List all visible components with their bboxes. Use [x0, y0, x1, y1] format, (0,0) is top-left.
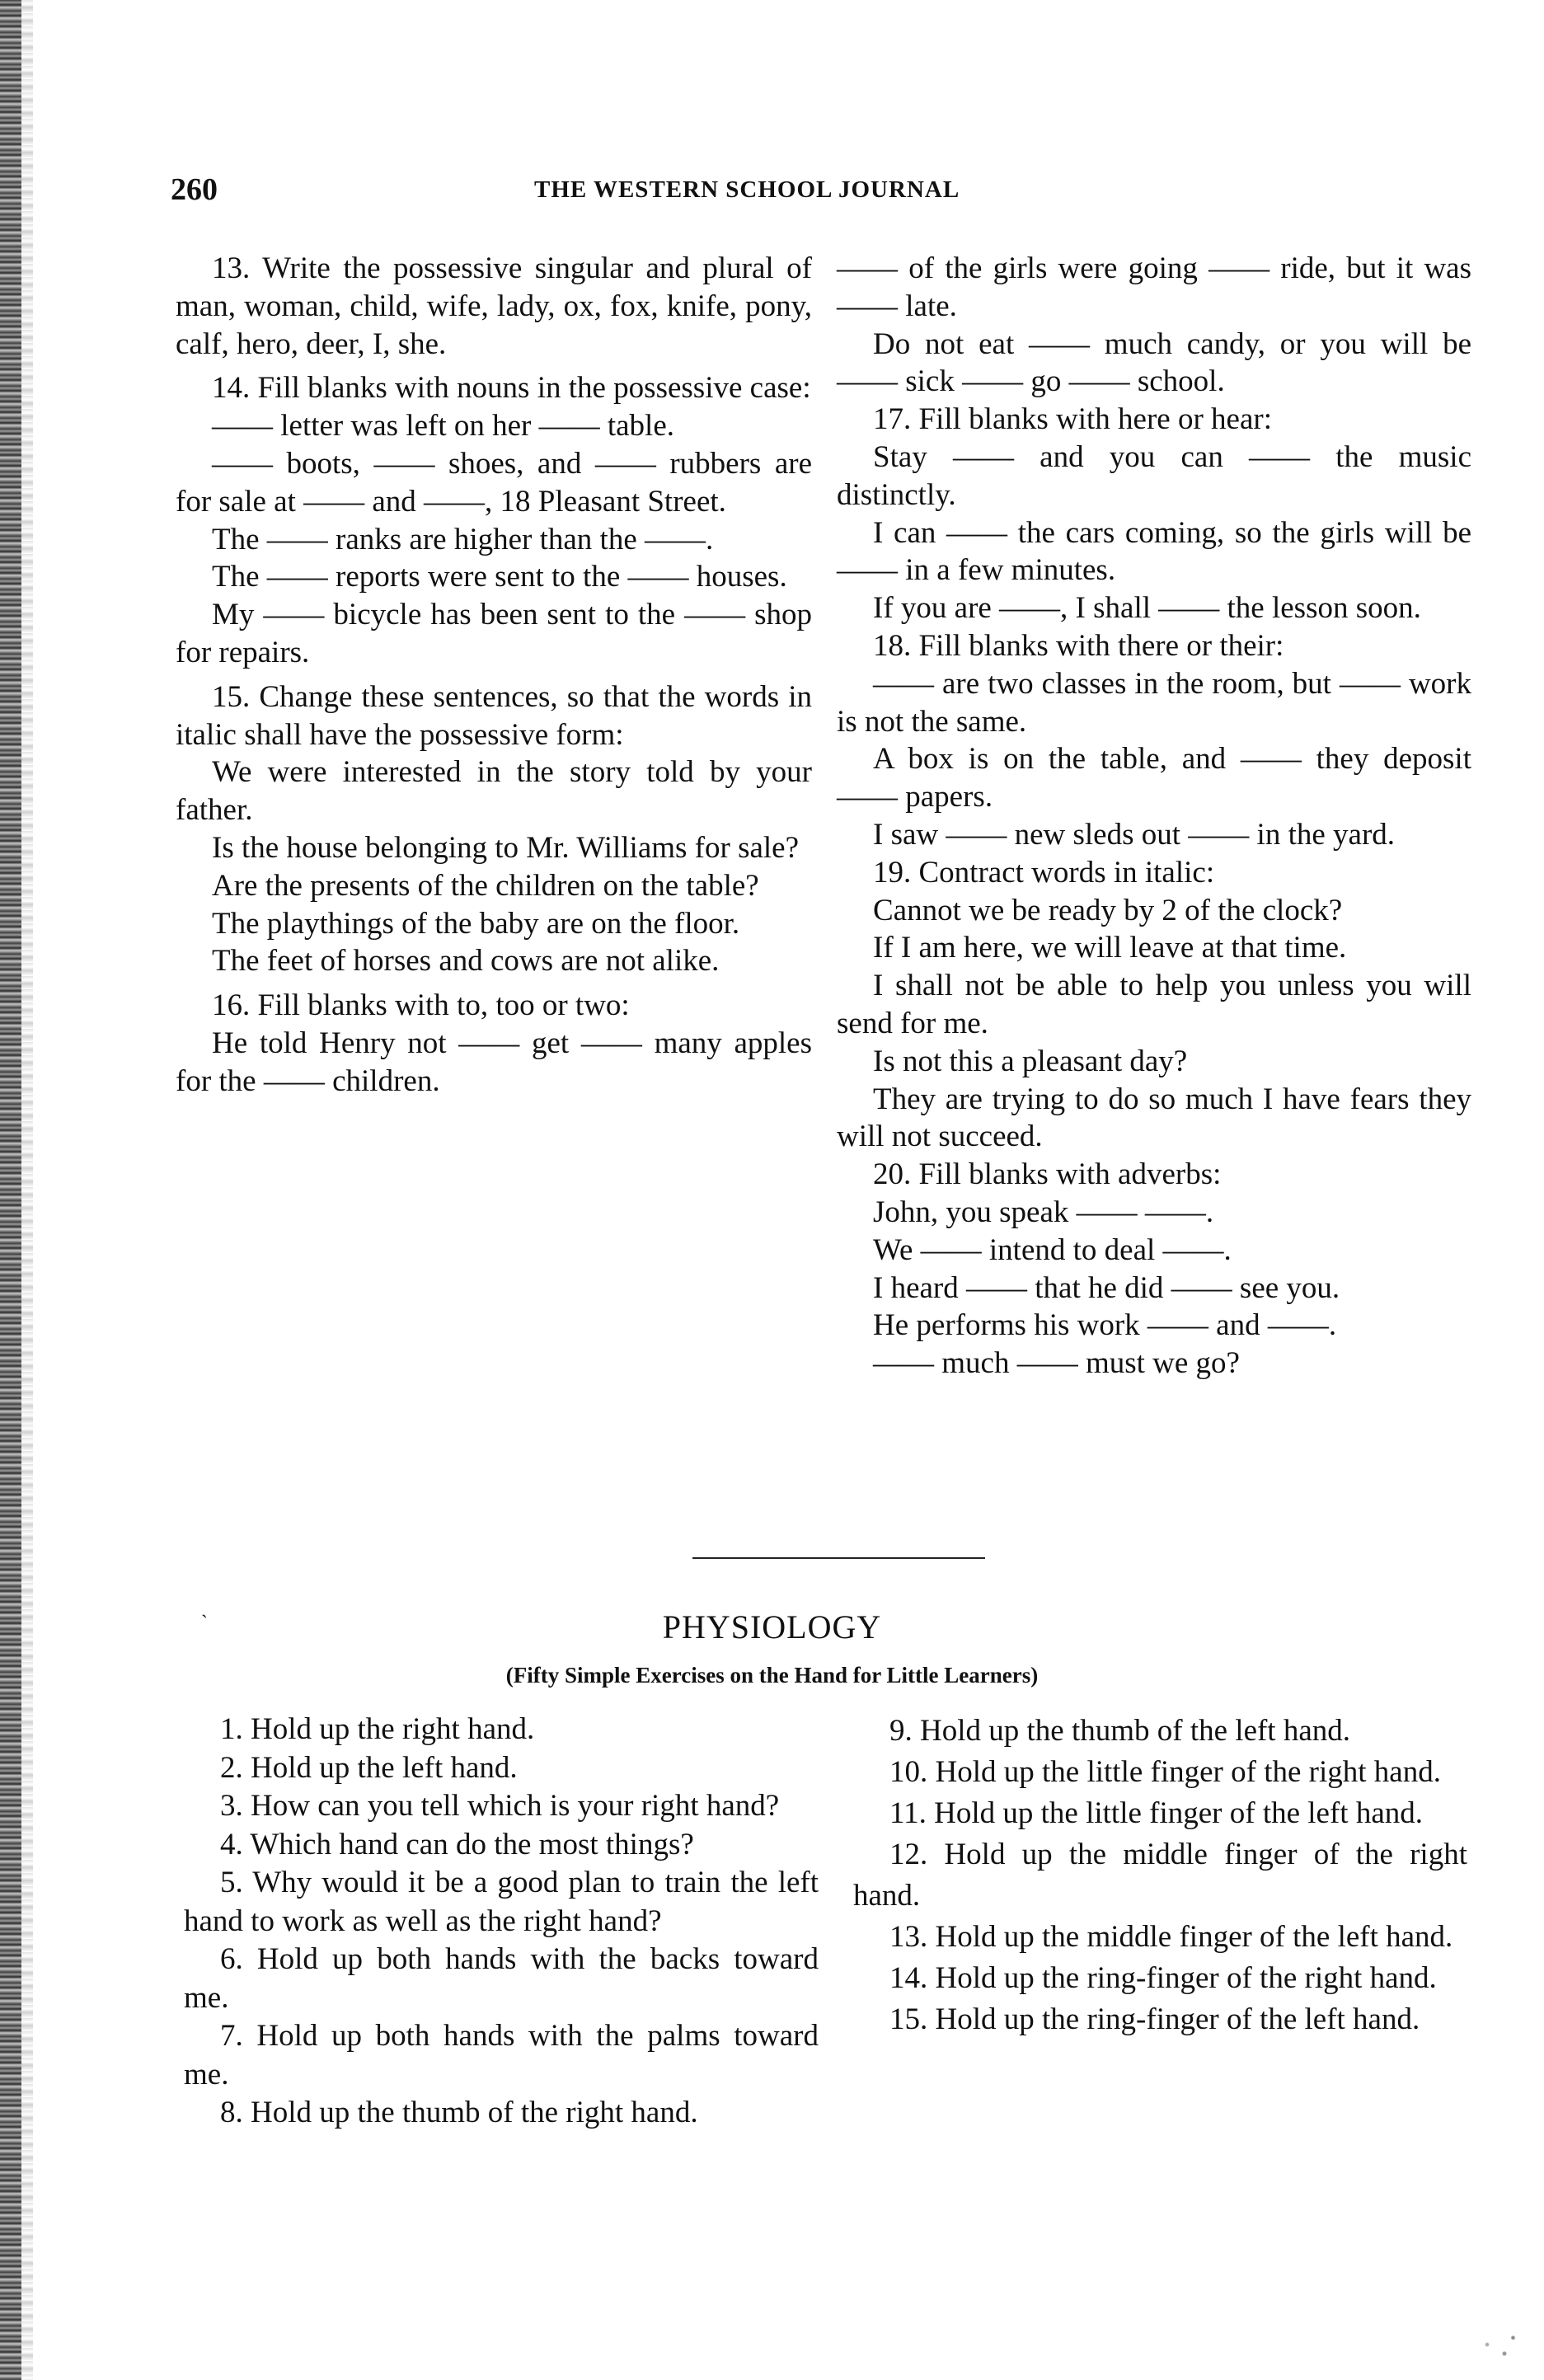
section-subtitle: (Fifty Simple Exercises on the Hand for Little Learners) [505, 1663, 1039, 1688]
binding-edge [0, 0, 21, 2380]
exercise-paragraph: He told Henry not —— get —— many apples for the —— children. [176, 1026, 812, 1098]
exercise-paragraph: 11. Hold up the little finger of the left hand. [889, 1796, 1423, 1830]
exercise-paragraph: The playthings of the baby are on the floor. [212, 906, 740, 941]
exercise-paragraph: —— boots, —— shoes, and —— rubbers are for sale at —— and ——, 18 Pleasant Street. [176, 446, 812, 519]
exercise-paragraph: Are the presents of the children on the table? [212, 868, 759, 903]
paper-speckle [1470, 2326, 1528, 2372]
exercise-paragraph: —— letter was left on her —— table. [212, 409, 674, 444]
exercise-paragraph: If I am here, we will leave at that time. [873, 931, 1347, 965]
exercise-paragraph: 14. Fill blanks with nouns in the possessive case: [212, 371, 811, 406]
exercise-paragraph: 13. Hold up the middle finger of the left hand. [889, 1920, 1453, 1954]
exercise-paragraph: 17. Fill blanks with here or hear: [873, 402, 1272, 437]
exercise-paragraph: We —— intend to deal ——. [873, 1232, 1232, 1267]
exercise-paragraph: 15. Change these sentences, so that the words in italic shall have the possessive form: [176, 679, 812, 752]
exercise-paragraph: Stay —— and you can —— the music distinctly. [837, 439, 1471, 512]
exercise-paragraph: If you are ——, I shall —— the lesson soon. [873, 591, 1421, 626]
exercises-column-right [837, 250, 1471, 1382]
exercise-paragraph: Is the house belonging to Mr. Williams for sale? [212, 830, 800, 865]
exercise-paragraph: 4. Which hand can do the most things? [220, 1827, 694, 1861]
exercise-paragraph: Cannot we be ready by 2 of the clock? [873, 893, 1343, 927]
exercise-paragraph: I saw —— new sleds out —— in the yard. [873, 817, 1396, 852]
exercise-paragraph: —— of the girls were going —— ride, but it was —— late. [837, 251, 1471, 323]
page-number: 260 [171, 172, 218, 207]
section-title: PHYSIOLOGY [662, 1608, 882, 1645]
exercise-paragraph: Do not eat —— much candy, or you will be —— sick —— go —— school. [837, 326, 1471, 399]
section-divider [692, 1557, 985, 1559]
exercise-paragraph: 1. Hold up the right hand. [220, 1712, 535, 1746]
exercise-paragraph: 7. Hold up both hands with the palms toward me. [184, 2019, 819, 2091]
exercise-paragraph: 8. Hold up the thumb of the right hand. [220, 2096, 698, 2129]
exercise-paragraph: A box is on the table, and —— they deposit —— papers. [837, 742, 1471, 814]
exercise-paragraph: 19. Contract words in italic: [873, 855, 1215, 890]
exercise-paragraph: The —— reports were sent to the —— houses. [212, 560, 787, 594]
exercise-paragraph: We were interested in the story told by your father. [176, 755, 812, 828]
exercise-paragraph: 14. Hold up the ring-finger of the right hand. [889, 1961, 1437, 1995]
exercise-paragraph: —— much —— must we go? [873, 1346, 1240, 1381]
exercise-paragraph: Is not this a pleasant day? [873, 1044, 1188, 1078]
exercise-paragraph: 2. Hold up the left hand. [220, 1750, 518, 1785]
binding-shadow [21, 0, 33, 2380]
exercise-paragraph: 18. Fill blanks with there or their: [873, 628, 1284, 663]
exercise-paragraph: 13. Write the possessive singular and plural of man, woman, child, wife, lady, ox, fox, knife, pony, calf, hero, deer, I, she. [176, 251, 812, 361]
exercise-paragraph: John, you speak —— ——. [873, 1195, 1214, 1229]
exercise-paragraph: The —— ranks are higher than the ——. [212, 522, 714, 556]
exercise-paragraph: —— are two classes in the room, but —— work is not the same. [837, 666, 1471, 739]
exercises-column-left [176, 250, 812, 1101]
exercise-paragraph: 10. Hold up the little finger of the right hand. [889, 1755, 1441, 1789]
stray-mark: ` [201, 1612, 208, 1634]
exercise-paragraph: 12. Hold up the middle finger of the right hand. [853, 1838, 1467, 1913]
exercise-paragraph: He performs his work —— and ——. [873, 1308, 1337, 1343]
exercise-paragraph: 9. Hold up the thumb of the left hand. [889, 1714, 1351, 1748]
exercise-paragraph: 15. Hold up the ring-finger of the left hand. [889, 2002, 1420, 2036]
exercise-paragraph: 5. Why would it be a good plan to train the left hand to work as well as the right hand? [184, 1866, 819, 1938]
exercise-paragraph: I heard —— that he did —— see you. [873, 1270, 1340, 1305]
exercise-paragraph: They are trying to do so much I have fears they will not succeed. [837, 1082, 1471, 1154]
running-head: THE WESTERN SCHOOL JOURNAL [534, 176, 960, 203]
exercise-paragraph: I can —— the cars coming, so the girls will be —— in a few minutes. [837, 515, 1471, 588]
exercise-paragraph: I shall not be able to help you unless you will send for me. [837, 969, 1471, 1040]
physiology-column-left [184, 1711, 819, 2133]
exercise-paragraph: 16. Fill blanks with to, too or two: [212, 988, 630, 1023]
exercise-paragraph: 20. Fill blanks with adverbs: [873, 1157, 1222, 1192]
exercise-paragraph: 6. Hold up both hands with the backs toward me. [184, 1942, 819, 2015]
exercise-paragraph: The feet of horses and cows are not alike. [212, 944, 720, 979]
exercise-paragraph: My —— bicycle has been sent to the —— shop for repairs. [176, 598, 812, 669]
physiology-column-right [853, 1711, 1467, 2040]
exercise-paragraph: 3. How can you tell which is your right hand? [220, 1789, 780, 1823]
